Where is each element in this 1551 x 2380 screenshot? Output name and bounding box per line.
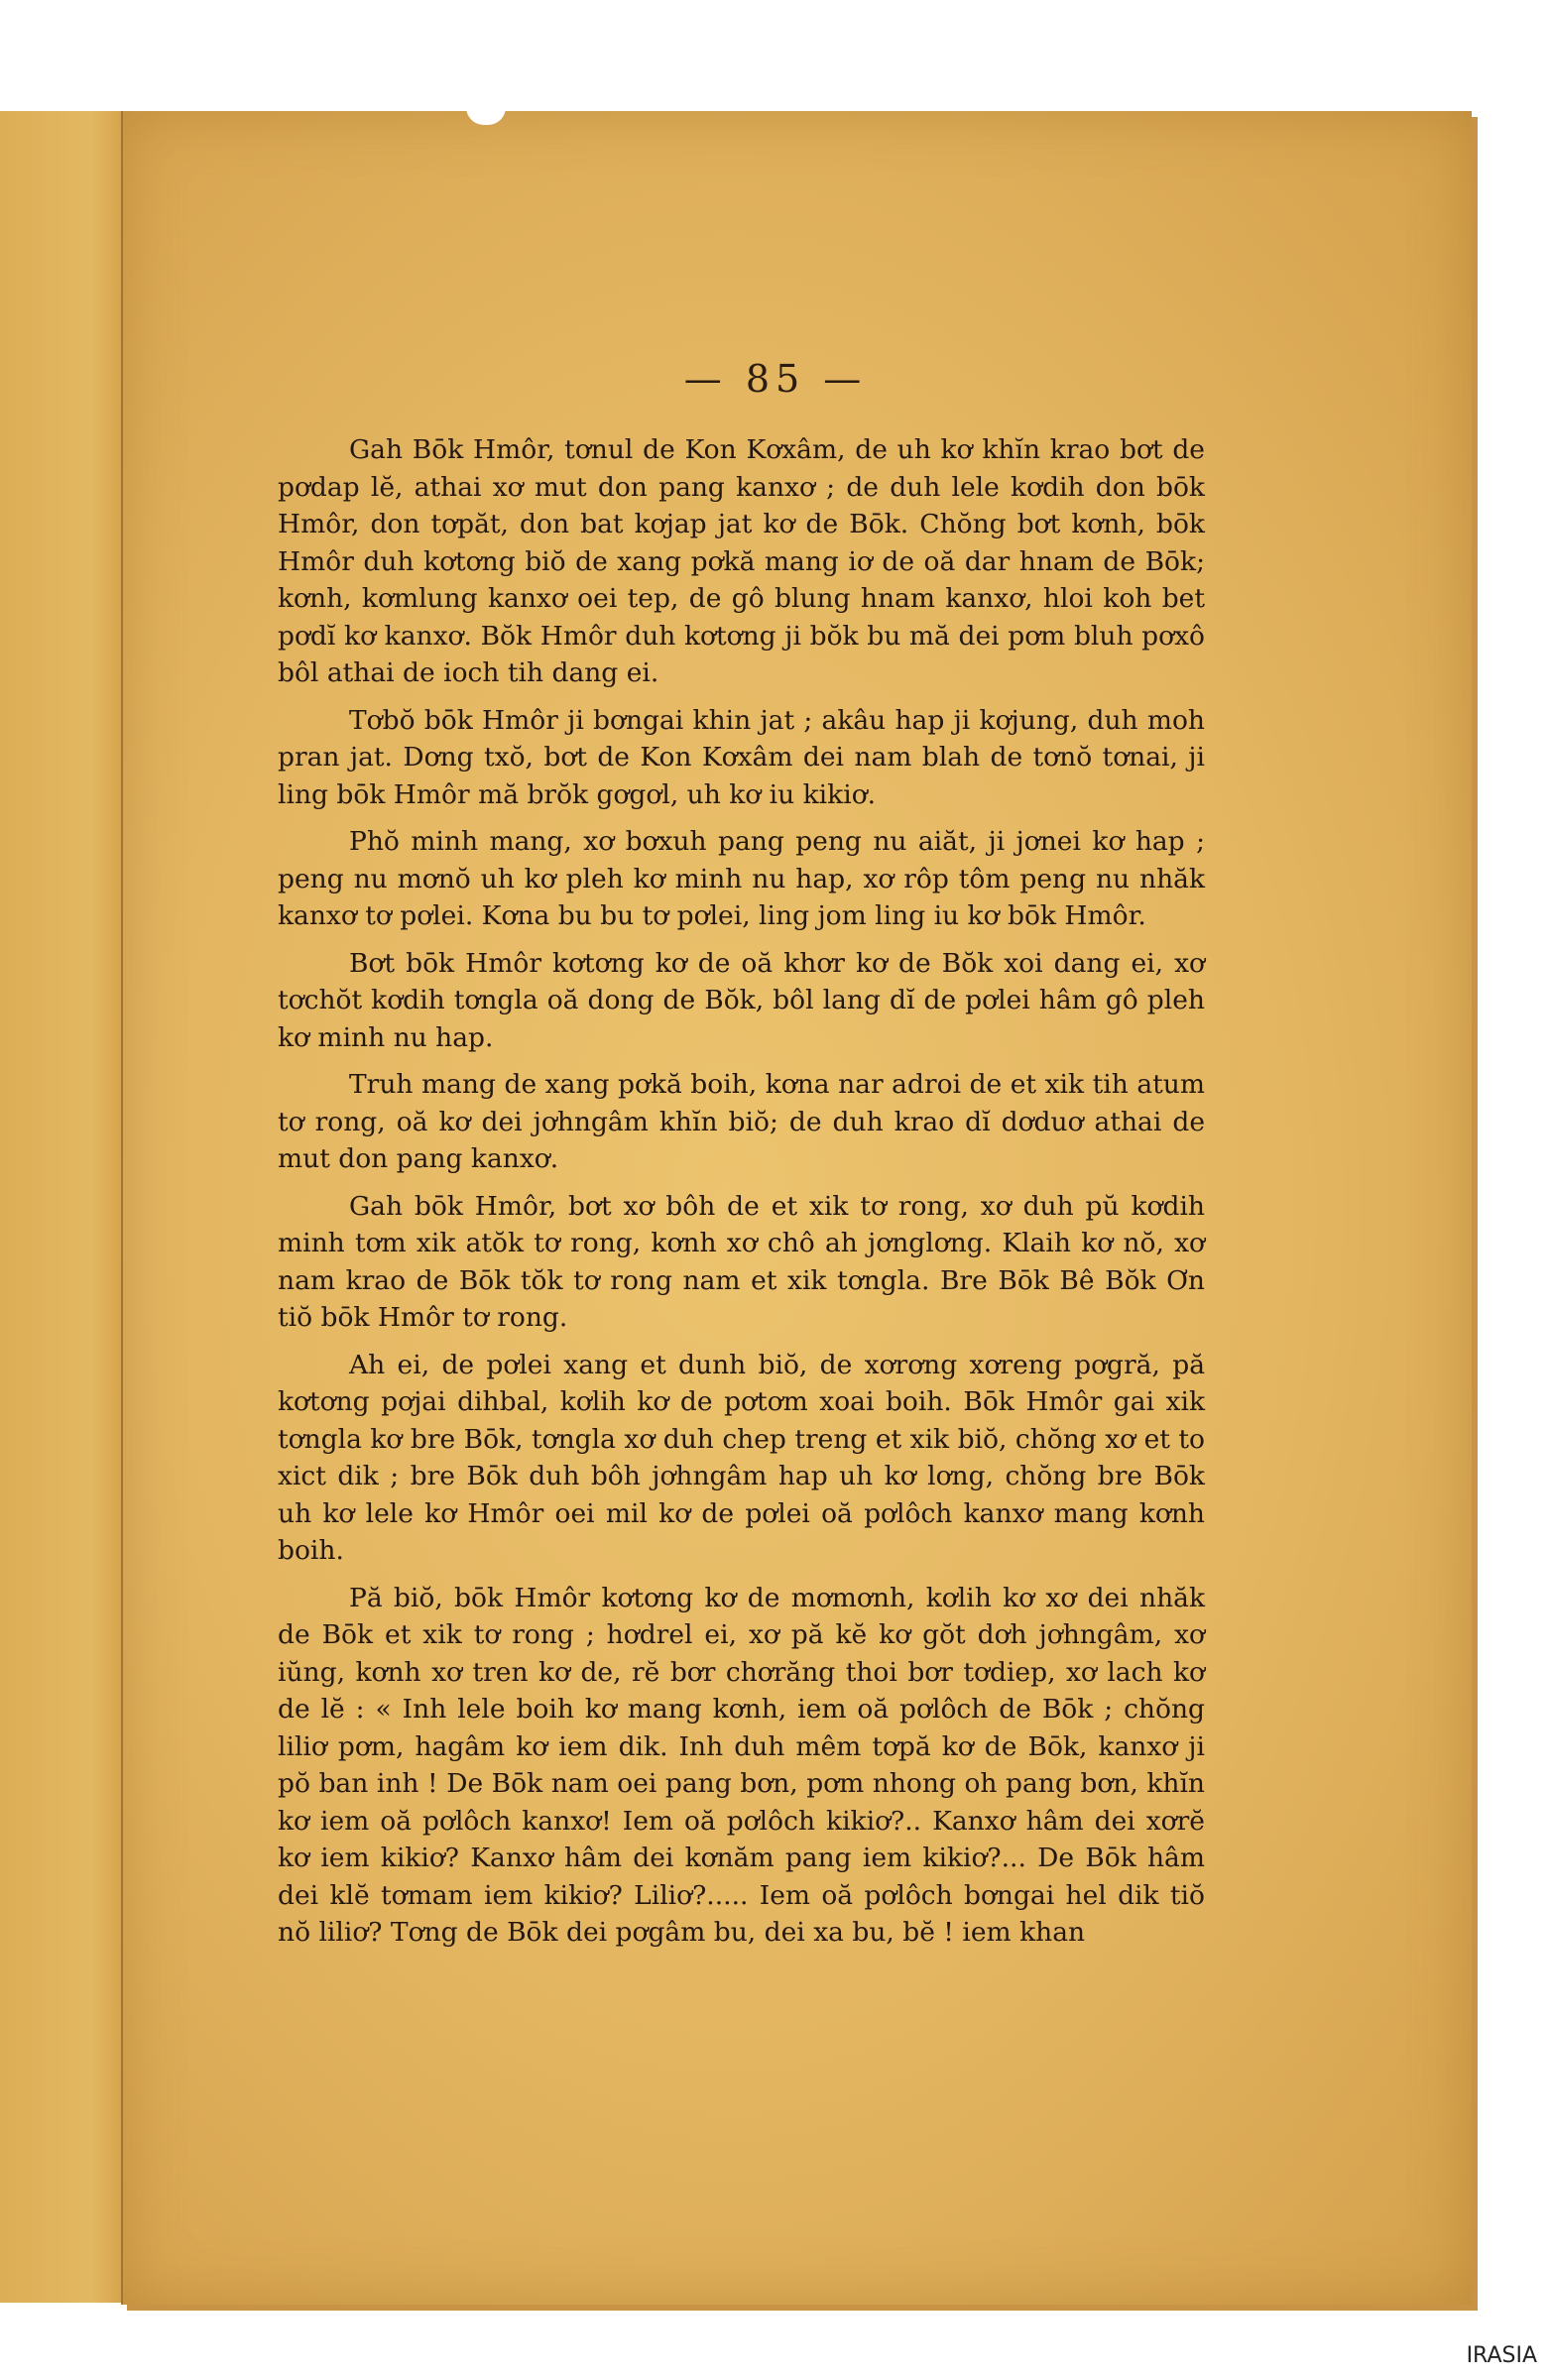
- paragraph: Pă biŏ, bōk Hmôr kơtơng kơ de mơmơnh, kơlih kơ xơ dei nhăk de Bōk et xik tơ rong ; hơdrel ei, xơ pă kĕ kơ gŏt dơh jơhngâm, xơ iŭng, kơnh xơ tren kơ de, rĕ bơr chơrăng thoi bơr tơdiep, xơ lach kơ de lĕ : « Inh lele boih kơ mang kơnh, iem oă pơlôch de Bōk ; chŏng liliơ pơm, hagâm kơ iem dik. Inh duh mêm tơpă kơ de Bōk, kanxơ ji pŏ ban inh ! De Bōk nam oei pang bơn, pơm nhong oh pang bơn, khĭn kơ iem oă pơlôch kanxơ! Iem oă pơlôch kikiơ?.. Kanxơ hâm dei xơrĕ kơ iem kikiơ? Kanxơ hâm dei kơnăm pang iem kikiơ?... De Bōk hâm dei klĕ tơmam iem kikiơ? Liliơ?..... Iem oă pơlôch bơngai hel dik tiŏ nŏ liliơ? Tơng de Bōk dei pơgâm bu, dei xa bu, bĕ ! iem khan: [278, 1582, 1205, 1948]
- paragraph: Ah ei, de pơlei xang et dunh biŏ, de xơrơng xơreng pơgră, pă kơtơng pơjai dihbal, kơlih kơ de pơtơm xoai boih. Bōk Hmôr gai xik tơngla kơ bre Bōk, tơngla xơ duh chep treng et xik biŏ, chŏng xơ et to xict dik ; bre Bōk duh bôh jơhngâm hap uh kơ lơng, chŏng bre Bōk uh kơ lele kơ Hmôr oei mil kơ de pơlei oă pơlôch kanxơ mang kơnh boih.: [278, 1349, 1205, 1566]
- previous-page-edge: [0, 111, 134, 2303]
- page-body-text: [278, 431, 1205, 1962]
- paragraph: Bơt bōk Hmôr kơtơng kơ de oă khơr kơ de Bŏk xoi dang ei, xơ tơchŏt kơdih tơngla oă dong de Bŏk, bôl lang dĭ de pơlei hâm gô pleh kơ minh nu hap.: [278, 947, 1205, 1053]
- source-watermark-label: IRASIA: [1466, 2343, 1537, 2368]
- paragraph: Tơbŏ bōk Hmôr ji bơngai khin jat ; akâu hap ji kơjung, duh moh pran jat. Dơng txŏ, bơt de Kon Kơxâm dei nam blah de tơnŏ tơnai, ji ling bōk Hmôr mă brŏk gơgơl, uh kơ iu kikiơ.: [278, 704, 1205, 810]
- paragraph: Phŏ minh mang, xơ bơxuh pang peng nu aiăt, ji jơnei kơ hap ; peng nu mơnŏ uh kơ pleh kơ minh nu hap, xơ rôp tôm peng nu nhăk kanxơ tơ pơlei. Kơna bu bu tơ pơlei, ling jom ling iu kơ bōk Hmôr.: [278, 826, 1205, 931]
- paragraph: Truh mang de xang pơkă boih, kơna nar adroi de et xik tih atum tơ rong, oă kơ dei jơhngâm khĭn biŏ; de duh krao dĭ dơduơ athai de mut don pang kanxơ.: [278, 1069, 1205, 1174]
- page-number: — 85 —: [683, 357, 868, 401]
- paragraph: Gah bōk Hmôr, bơt xơ bôh de et xik tơ rong, xơ duh pŭ kơdih minh tơm xik atŏk tơ rong, kơnh xơ chô ah jơnglơng. Klaih kơ nŏ, xơ nam krao de Bōk tŏk tơ rong nam et xik tơngla. Bre Bōk Bê Bŏk Ơn tiŏ bōk Hmôr tơ rong.: [278, 1190, 1205, 1333]
- paragraph: Gah Bōk Hmôr, tơnul de Kon Kơxâm, de uh kơ khĭn krao bơt de pơdap lĕ, athai xơ mut don pang kanxơ ; de duh lele kơdih don bōk Hmôr, don tơpăt, don bat kơjap jat kơ de Bōk. Chŏng bơt kơnh, bōk Hmôr duh kơtơng biŏ de xang pơkă mang iơ de oă dar hnam de Bōk; kơnh, kơmlung kanxơ oei tep, de gô blung hnam kanxơ, hloi koh bet pơdĭ kơ kanxơ. Bŏk Hmôr duh kơtơng ji bŏk bu mă dei pơm bluh pơxô bôl athai de ioch tih dang ei.: [278, 434, 1205, 688]
